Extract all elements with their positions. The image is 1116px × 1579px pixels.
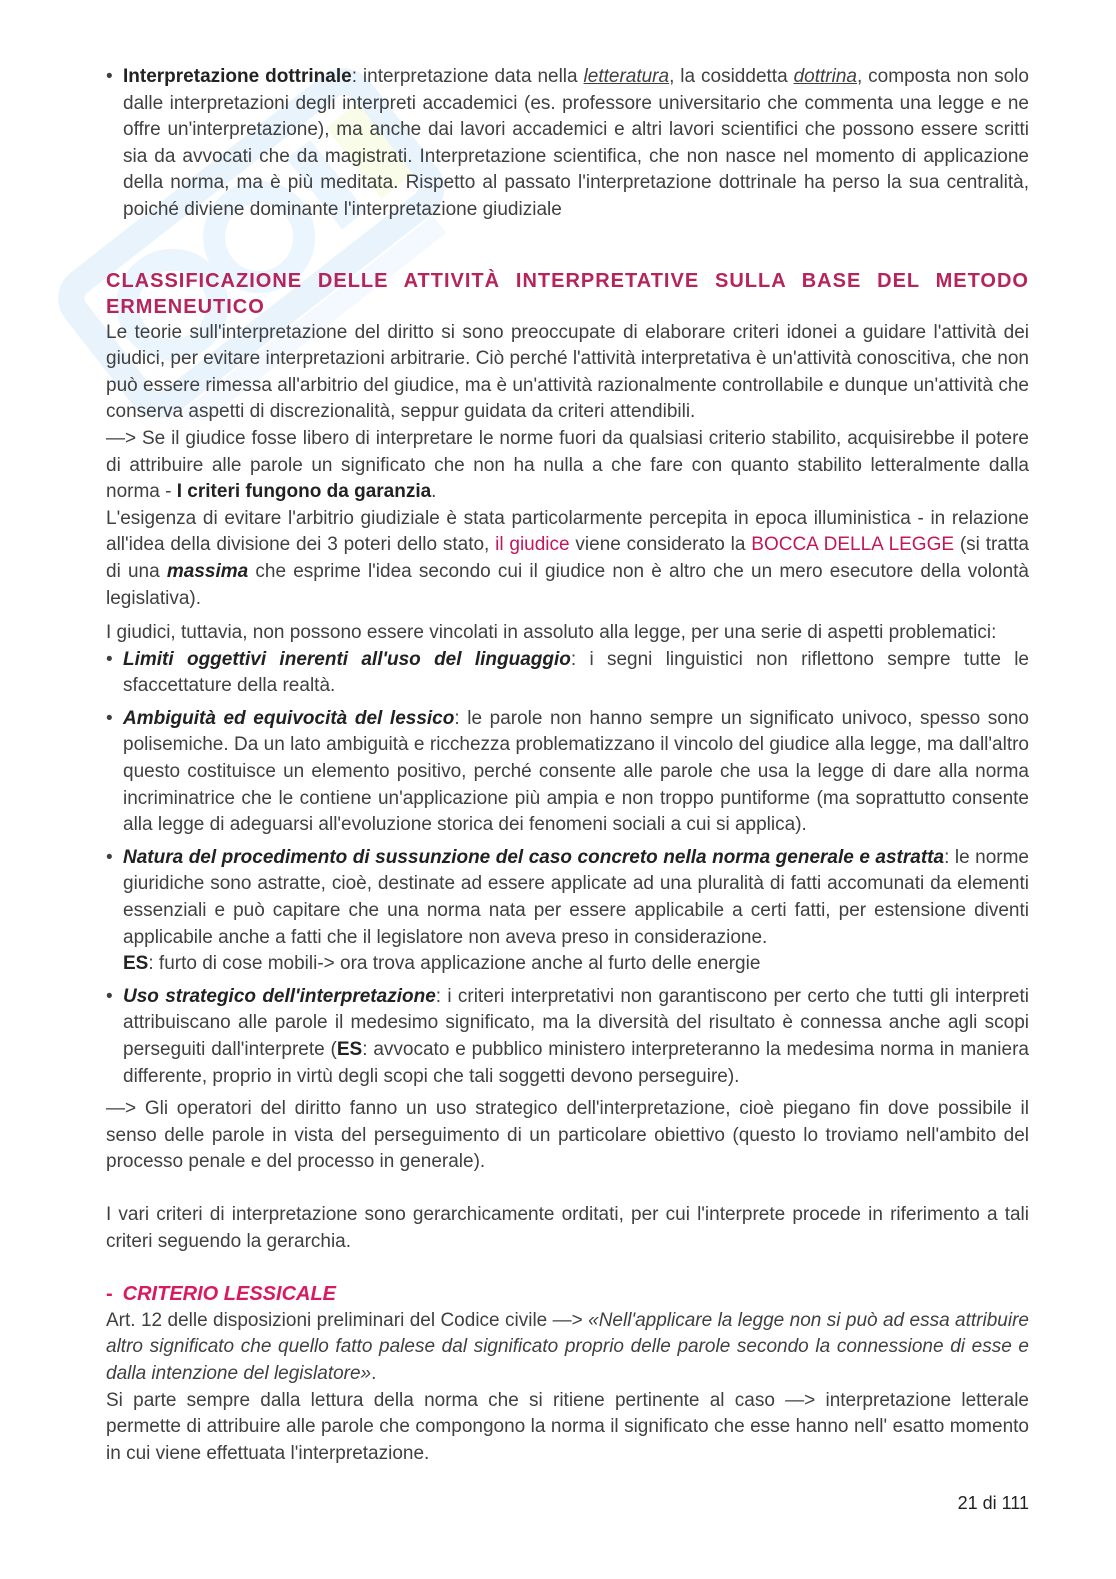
bullet-interpretazione-dottrinale — [106, 64, 1029, 224]
page-number: 21 di 111 — [957, 1493, 1029, 1513]
text: , composta non solo dalle interpretazioni degli interpreti accademici (es. professore universitario che commenta una legge e ne offre un'interpretazione), ma anche dai lavori accademici e altri lavori scientifici che possono essere scritti sia da avvocati che da magistrati. Interpretazione scientifica, che non nasce nel momento di applicazione della norma, ma è più meditata. Rispetto al passato l'interpretazione dottrinale ha perso la sua centralità, poiché diviene dominante l'interpretazione giudiziale — [123, 66, 1029, 220]
text: : interpretazione data nella — [351, 66, 584, 87]
text: : i criteri interpretativi non garantiscono per certo che tutti gli interpreti attribuiscano alle parole il medesimo significato, ma la diversità del risultato è connessa anche agli scopi perseguiti dall'interprete ( — [123, 985, 1029, 1060]
term-ambiguita: Ambiguità ed equivocità del lessico — [123, 707, 455, 729]
highlight-bocca-della-legge: BOCCA DELLA LEGGE — [751, 534, 955, 556]
paragraph-lettura: Si parte sempre dalla lettura della norma che si ritiene pertinente al caso —> interpretazione letterale permette di attribuire alle parole che compongono la norma il significato che esse hanno nell' esatto momento in cui viene effettuata l'interpretazione. — [106, 1389, 1029, 1464]
quote-art12: «Nell'applicare la legge non si può ad essa attribuire altro significato che quello fatto palese dal significato proprio delle parole secondo la connessione di esse e dalla intenzione del legislatore» — [106, 1309, 1029, 1384]
term-uso-strategico: Uso strategico dell'interpretazione — [123, 985, 436, 1007]
text: : furto di cose mobili-> ora trova applicazione anche al furto delle energie — [148, 953, 761, 975]
subheading-title: CRITERIO LESSICALE — [122, 1283, 337, 1306]
paragraph-arrow-giudice — [106, 426, 1029, 506]
highlight-il-giudice: il giudice — [495, 534, 570, 556]
text: : le parole non hanno sempre un significato univoco, spesso sono polisemiche. Da un lato ambiguità e ricchezza problematizzano il vincolo del giudice alla legge, ma dall'altro questo costituisce un elemento positivo, perché consente alle parole che usa la legge di dare alla norma incriminatrice che le contiene un'applicazione più ampia e non troppo puntiforme (ma soprattutto consente alla legge di adeguarsi all'evoluzione storica dei fenomeni sociali a cui si applica). — [123, 707, 1029, 836]
paragraph-giudici: I giudici, tuttavia, non possono essere vincolati in assoluto alla legge, per una serie di aspetti problematici: — [106, 622, 997, 644]
paragraph-teorie: Le teorie sull'interpretazione del diritto si sono preoccupate di elaborare criteri idonei a guidare l'attività dei giudici, per evitare interpretazioni arbitrarie. Ciò perché l'attività interpretativa è un'attività conoscitiva, che non può essere rimessa all'arbitrio del giudice, ma è un'attività razionalmente controllabile e dunque un'attività che conserva aspetti di discrezionalità, seppur guidata da criteri attendibili. — [106, 321, 1029, 423]
text: : avvocato e pubblico ministero interpreteranno la medesima norma in maniera differente, proprio in virtù degli scopi che tali soggetti devono perseguire). — [123, 1039, 1029, 1087]
es-label: ES — [336, 1039, 363, 1060]
es-label: ES — [123, 953, 149, 975]
text: . — [431, 481, 437, 503]
text: L'esigenza di evitare l'arbitrio giudiziale è stata particolarmente percepita in epoca illuministica - in relazione all'idea della divisione dei 3 poteri dello stato, — [106, 507, 1029, 556]
paragraph-art12 — [106, 1308, 1029, 1388]
text: —> Se il giudice fosse libero di interpretare le norme fuori da qualsiasi criterio stabilito, acquisirebbe il potere di attribuire alle parole un significato che non ha nulla a che fare con quanto stabilito letteralmente dalla norma - — [106, 427, 1029, 503]
text: (si tratta di una — [106, 534, 1030, 582]
term-limiti-oggettivi: Limiti oggettivi inerenti all'uso del linguaggio — [123, 648, 571, 670]
underlined-letteratura: letteratura — [583, 66, 670, 87]
emphasis-massima: massima — [166, 560, 249, 582]
subheading-criterio-lessicale — [106, 1281, 1029, 1308]
paragraph-esigenza — [106, 506, 1029, 612]
section-heading: CLASSIFICAZIONE DELLE ATTIVITÀ INTERPRETATIVE SULLA BASE DEL METODO ERMENEUTICO — [106, 269, 1029, 318]
text: Art. 12 delle disposizioni preliminari del Codice civile —> — [106, 1309, 589, 1331]
text: viene considerato la — [569, 534, 752, 556]
text: : i segni linguistici non riflettono sempre tutte le sfaccettature della realtà. — [123, 648, 1029, 697]
paragraph-vari-criteri: I vari criteri di interpretazione sono gerarchicamente orditati, per cui l'interprete procede in riferimento a tali criteri seguendo la gerarchia. — [106, 1203, 1029, 1252]
text: : le norme giuridiche sono astratte, cioè, destinate ad essere applicate ad una pluralità di fatti accomunati da elementi essenziali e può capitare che una norma nata per essere applicabile a certi fatti, per estensione diventi applicabile anche a fatti che il legislatore non aveva preso in considerazione. — [123, 846, 1030, 948]
bullet-uso-strategico — [106, 984, 1029, 1090]
text: . — [371, 1362, 377, 1384]
term-interpretazione-dottrinale: Interpretazione dottrinale — [123, 66, 352, 87]
document-page — [106, 64, 1029, 1467]
underlined-dottrina: dottrina — [793, 66, 857, 87]
subheading-dash: - — [106, 1283, 113, 1306]
bullet-natura-procedimento — [106, 845, 1029, 978]
text: che esprime l'idea secondo cui il giudice non è altro che un mero esecutore della volontà legislativa). — [106, 560, 1029, 609]
term-natura-procedimento: Natura del procedimento di sussunzione del caso concreto nella norma generale e astratta — [123, 846, 945, 868]
bold-criteri-garanzia: I criteri fungono da garanzia — [176, 481, 432, 503]
bullet-limiti-oggettivi — [106, 647, 1029, 700]
bullet-ambiguita — [106, 706, 1029, 839]
text: , la cosiddetta — [669, 66, 794, 87]
paragraph-arrow-operatori: —> Gli operatori del diritto fanno un uso strategico dell'interpretazione, cioè piegano fin dove possibile il senso delle parole in vista del perseguimento di un particolare obiettivo (questo lo troviamo nell'ambito del processo penale e del processo in generale). — [106, 1098, 1029, 1173]
